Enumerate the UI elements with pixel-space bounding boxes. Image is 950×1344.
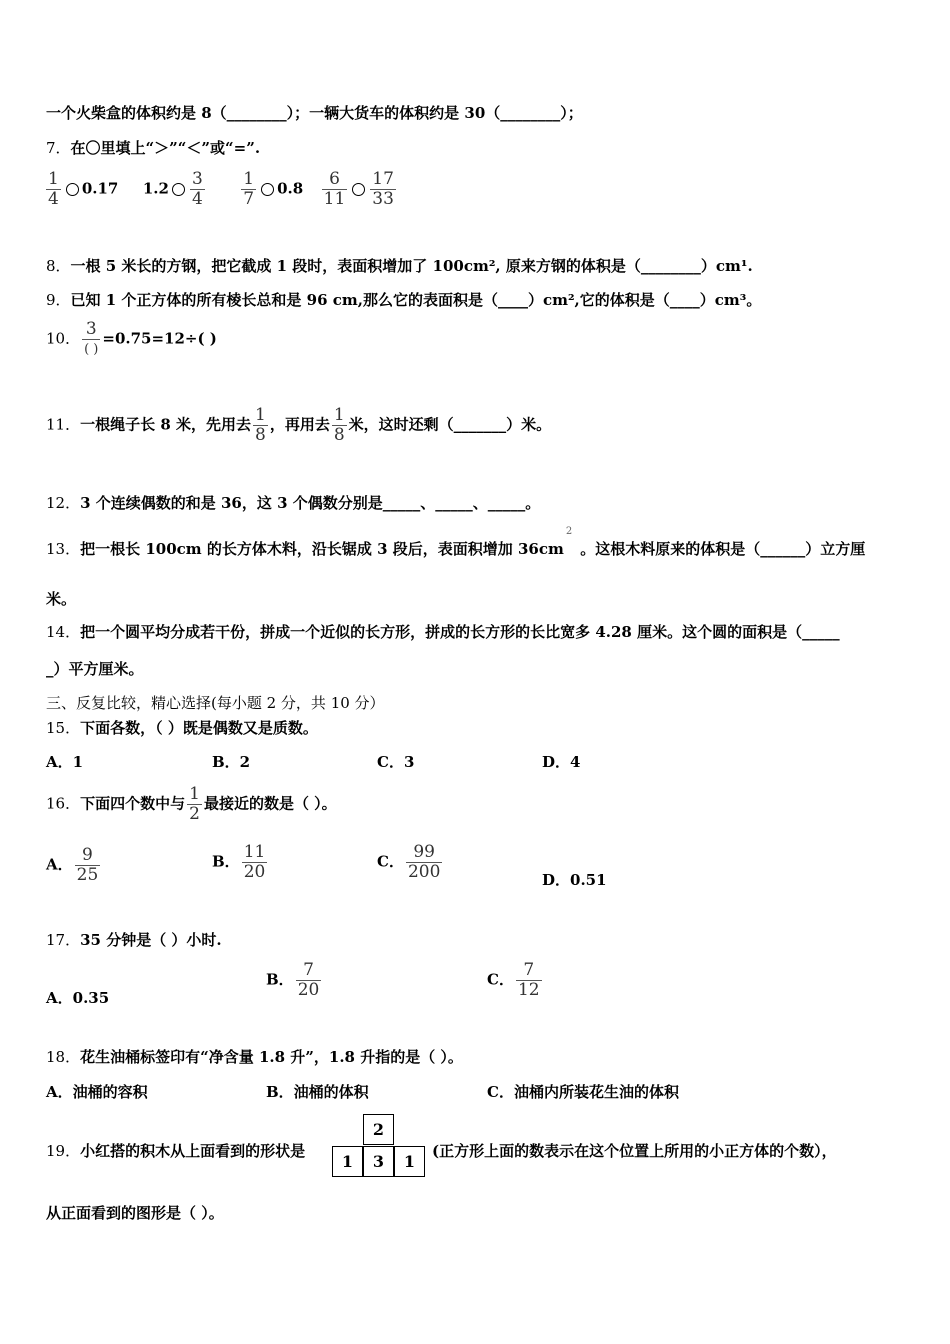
question-text: 一根 5 米长的方钢，把它截成 1 段时，表面积增加了 100cm², 原来方钢的体积是（________）cm¹. xyxy=(70,257,753,275)
matchbox-question: 一个火柴盒的体积约是 8（________）；一辆大货车的体积约是 30（________）； xyxy=(46,104,583,122)
question-text: 一根绳子长 8 米，先用去 xyxy=(80,415,251,434)
fraction: $\frac{6}{11}$ xyxy=(323,169,346,209)
question-text: =0.75=12÷( ) xyxy=(102,329,217,348)
fraction: $\frac{1}{2}$ xyxy=(189,784,200,824)
fraction: $\frac{3}{( )}$ xyxy=(84,319,99,357)
question-15 xyxy=(46,717,318,738)
question-number: 11． xyxy=(46,415,81,434)
question-text: 米，这时还剩（_______）米。 xyxy=(348,415,552,434)
option-a[interactable]: A．1 xyxy=(46,753,84,771)
question-7 xyxy=(46,137,260,158)
question-19-continued: 从正面看到的图形是（ ）。 xyxy=(46,1204,224,1222)
question-number: 17． xyxy=(46,931,81,949)
fraction: $\frac{3}{4}$ xyxy=(191,169,203,209)
option-c[interactable]: C．油桶内所装花生油的体积 xyxy=(487,1083,679,1101)
question-number: 12． xyxy=(46,494,81,512)
question-number: 10． xyxy=(46,329,81,348)
grid-cell: 1 xyxy=(394,1146,425,1177)
question-17 xyxy=(46,929,222,950)
value: 0.17 xyxy=(81,179,119,198)
fraction: $\frac{7}{12}$ xyxy=(517,960,540,1000)
fraction: $\frac{1}{8}$ xyxy=(254,405,266,445)
question-text: 下面四个数中与 xyxy=(80,794,186,813)
question-11 xyxy=(46,406,551,445)
question-number: 7． xyxy=(46,139,71,157)
option-a[interactable]: A．油桶的容积 xyxy=(46,1083,148,1101)
option-b[interactable]: B．油桶的体积 xyxy=(266,1083,369,1101)
value: 1.2 xyxy=(142,179,169,198)
option-a[interactable]: A．0.35 xyxy=(46,989,110,1007)
question-text: 。这根木料原来的体积是（______）立方厘 xyxy=(580,540,866,558)
option-a[interactable] xyxy=(46,846,102,885)
option-d[interactable]: D．4 xyxy=(542,753,581,771)
question-text: 最接近的数是（ ）。 xyxy=(203,794,337,813)
comparison-row xyxy=(44,170,398,209)
compare-circle[interactable] xyxy=(352,183,365,196)
option-c[interactable]: C．3 xyxy=(377,753,415,771)
option-b[interactable]: B．2 xyxy=(212,753,251,771)
question-text: 把一根长 100cm 的长方体木料，沿长锯成 3 段后，表面积增加 36cm xyxy=(80,540,564,558)
fraction: $\frac{99}{200}$ xyxy=(407,842,441,882)
section-heading: 三、反复比较，精心选择(每小题 2 分，共 10 分） xyxy=(46,694,385,712)
compare-circle[interactable] xyxy=(172,183,185,196)
value: 0.8 xyxy=(277,179,304,198)
question-text: 3 个连续偶数的和是 36，这 3 个偶数分别是_____、_____、_____。 xyxy=(80,494,541,512)
option-d[interactable]: D．0.51 xyxy=(542,871,607,889)
question-number: 16． xyxy=(46,794,81,813)
question-text: 小红搭的积木从上面看到的形状是 xyxy=(80,1142,306,1160)
fraction: $\frac{11}{20}$ xyxy=(243,842,266,882)
fraction: $\frac{1}{8}$ xyxy=(333,405,345,445)
question-text: 下面各数，（ ）既是偶数又是质数。 xyxy=(80,719,318,737)
question-text: 在〇里填上“＞”“＜”或“=”. xyxy=(70,139,261,157)
question-18 xyxy=(46,1046,463,1067)
option-label: C． xyxy=(377,852,404,871)
question-text: 35 分钟是（ ）小时. xyxy=(80,931,222,949)
question-19-text: (正方形上面的数表示在这个位置上所用的小正方体的个数）， xyxy=(432,1142,837,1160)
superscript: 2 xyxy=(565,526,573,537)
question-text: ，再用去 xyxy=(269,415,330,434)
fraction: $\frac{17}{33}$ xyxy=(372,169,394,209)
question-14-continued: _）平方厘米。 xyxy=(46,660,144,678)
option-b[interactable] xyxy=(212,843,269,882)
question-number: 8． xyxy=(46,257,71,275)
question-16 xyxy=(46,785,337,824)
option-b[interactable] xyxy=(266,961,323,1000)
fraction: $\frac{7}{20}$ xyxy=(297,960,320,1000)
question-text: 花生油桶标签印有“净含量 1.8 升”，1.8 升指的是（ ）。 xyxy=(80,1048,463,1066)
question-number: 18． xyxy=(46,1048,81,1066)
question-9 xyxy=(46,289,761,310)
question-text: 把一个圆平均分成若干份，拼成一个近似的长方形，拼成的长方形的长比宽多 4.28 厘米。这个圆的面积是（_____ xyxy=(80,623,840,641)
compare-circle[interactable] xyxy=(261,183,274,196)
grid-cell: 2 xyxy=(363,1114,394,1145)
question-text: 已知 1 个正方体的所有棱长总和是 96 cm,那么它的表面积是（____）cm²,它的体积是（____）cm³。 xyxy=(70,291,762,309)
question-number: 13． xyxy=(46,540,81,558)
option-c[interactable] xyxy=(377,843,444,882)
question-number: 9． xyxy=(46,291,71,309)
option-label: C． xyxy=(487,970,514,989)
question-14 xyxy=(46,621,840,642)
grid-cell: 3 xyxy=(363,1146,394,1177)
option-label: B． xyxy=(212,852,240,871)
question-8 xyxy=(46,255,753,276)
option-label: B． xyxy=(266,970,294,989)
question-number: 15． xyxy=(46,719,81,737)
question-number: 14． xyxy=(46,623,81,641)
fraction: $\frac{1}{7}$ xyxy=(243,169,255,209)
question-13-continued: 米。 xyxy=(46,590,77,608)
question-19 xyxy=(46,1140,305,1161)
fraction: $\frac{1}{4}$ xyxy=(48,169,59,209)
question-10 xyxy=(46,320,217,359)
fraction: $\frac{9}{25}$ xyxy=(76,845,99,885)
grid-cell: 1 xyxy=(332,1146,363,1177)
question-12 xyxy=(46,492,540,513)
option-c[interactable] xyxy=(487,961,544,1000)
compare-circle[interactable] xyxy=(66,183,79,196)
question-number: 19． xyxy=(46,1142,81,1160)
option-label: A． xyxy=(46,855,73,874)
question-13 xyxy=(46,526,866,559)
